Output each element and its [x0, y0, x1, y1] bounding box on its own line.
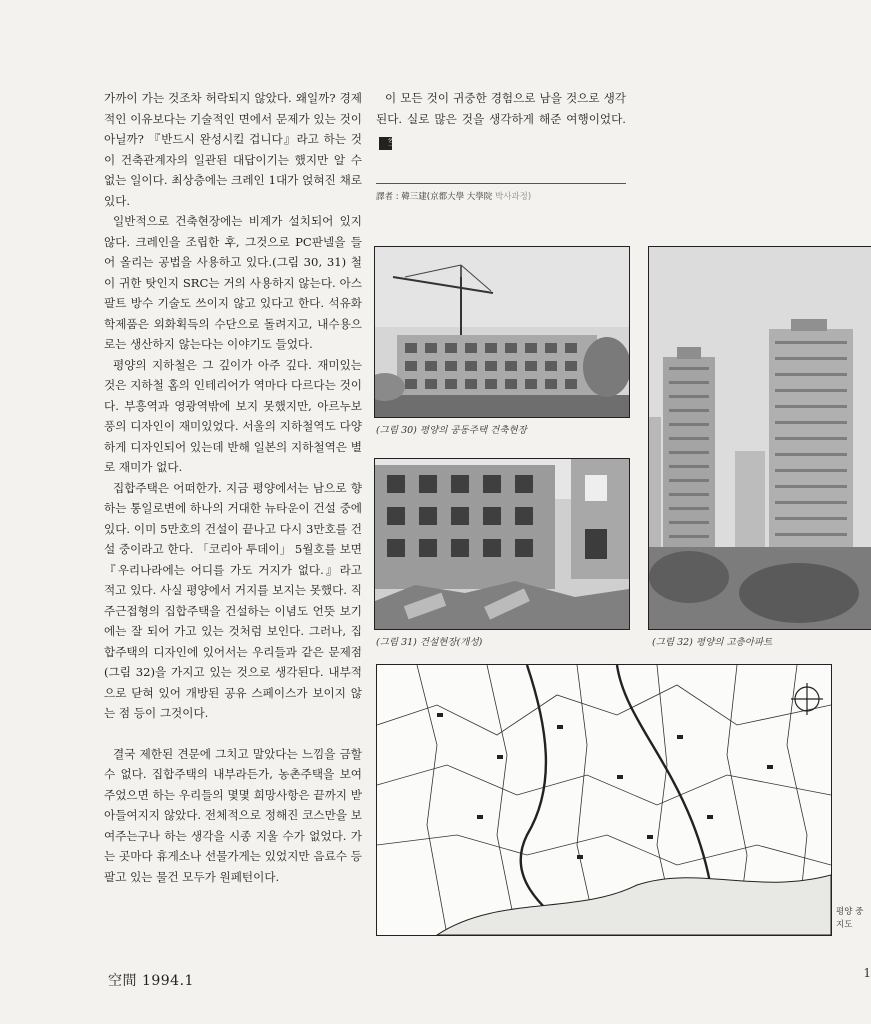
- paragraph-4: 집합주택은 어떠한가. 지금 평양에서는 남으로 향하는 통일로변에 하나의 거대한 뉴타운이 건설 중에 있다. 이미 5만호의 건설이 끝나고 다시 3만호를 건설 중이라고 한다. 「코리아 투데이」 5월호를 보면 『우리나라에는 어디를 가도 거지가 없다.』라고 적고 있다. 사실 평양에서 거지를 보지는 못했다. 직주근접형의 집합주택을 건설하는 이념도 언뜻 보기에는 잘 되어 가고 있는 것처럼 보인다. 그러나, 집합주택의 디자인에 있어서는 우리들과 같은 문제점(그림 32)을 가지고 있는 것으로 생각된다. 내부적으로 닫혀 있어 개방된 공유 스페이스가 보이지 않는 점 등이 그것이다.: [104, 480, 362, 720]
- map-caption-line-1: 평양 중: [836, 907, 864, 917]
- figure-30-photo: [374, 246, 630, 418]
- closing-text: 이 모든 것이 귀중한 경험으로 남을 것으로 생각된다. 실로 많은 것을 생각하게 해준 여행이었다.: [376, 91, 626, 126]
- translator-degree: 박사과정): [495, 192, 532, 202]
- figure-31-photo: [374, 458, 630, 630]
- paragraph-3: 평양의 지하철은 그 깊이가 아주 깊다. 재미있는 것은 지하철 홈의 인테리어가 역마다 다르다는 것이다. 부흥역과 영광역밖에 보지 못했지만, 아르누보풍의 디자인이 재미있었다. 서울의 지하철역도 다양하게 디자인되어 있는데 반해 일본의 지하철역은 별로 재미가 없다.: [104, 357, 362, 474]
- figure-32-photo: [648, 246, 871, 630]
- map-caption: [836, 906, 871, 932]
- figure-30-caption: (그림 30) 평양의 공동주택 건축현장: [376, 425, 527, 436]
- figure-31-caption: (그림 31) 건설현장(개성): [376, 637, 483, 648]
- right-text-column: [376, 88, 626, 150]
- left-text-column: [104, 88, 362, 887]
- figure-32-caption: (그림 32) 평양의 고층아파트: [652, 637, 773, 648]
- translator-credit: [376, 191, 626, 203]
- map-caption-line-2: 지도: [836, 920, 853, 930]
- divider-rule: [376, 183, 626, 184]
- pyongyang-map: [376, 664, 832, 936]
- closing-paragraph: [376, 88, 626, 150]
- page-number-edge: 1: [863, 966, 871, 980]
- translator-label: 譯者 : 韓三建(京都大學 大學院: [376, 192, 493, 202]
- paragraph-2: 일반적으로 건축현장에는 비계가 설치되어 있지 않다. 크레인을 조립한 후, 그것으로 PC판넬을 들어 올리는 공법을 사용하고 있다.(그림 30, 31) 철이 귀한 탓인지 SRC는 거의 사용하지 않는다. 아스팔트 방수 기술도 쓰이지 않고 있다고 한다. 석유화학제품은 외화획득의 수단으로 돌려지고, 내수용으로는 생산하지 않는다는 이야기도 들었다.: [104, 214, 362, 351]
- paragraph-5: 결국 제한된 견문에 그치고 말았다는 느낌을 금할 수 없다. 집합주택의 내부라든가, 농촌주택을 보여 주었으면 하는 우리들의 몇몇 희망사항은 끝까지 받아들여지지 않았다. 전체적으로 정해진 코스만을 보여주는구나 하는 생각을 시종 지울 수가 없었다. 가는 곳마다 휴게소나 선물가게는 있었지만 음료수 등 팔고 있는 물건 모두가 원페턴이다.: [104, 746, 362, 884]
- end-mark-icon: 空: [379, 137, 392, 150]
- page-folio: 空間 1994.1: [108, 973, 194, 989]
- paragraph-1: 가까이 가는 것조차 허락되지 않았다. 왜일까? 경제적인 이유보다는 기술적인 면에서 문제가 있는 것이 아닐까? 『반드시 완성시킬 겁니다』라고 하는 것이 건축관계자의 일관된 대답이기는 했지만 알 수 없는 일이다. 최상층에는 크레인 1대가 얹혀진 채로 있다.: [104, 91, 362, 208]
